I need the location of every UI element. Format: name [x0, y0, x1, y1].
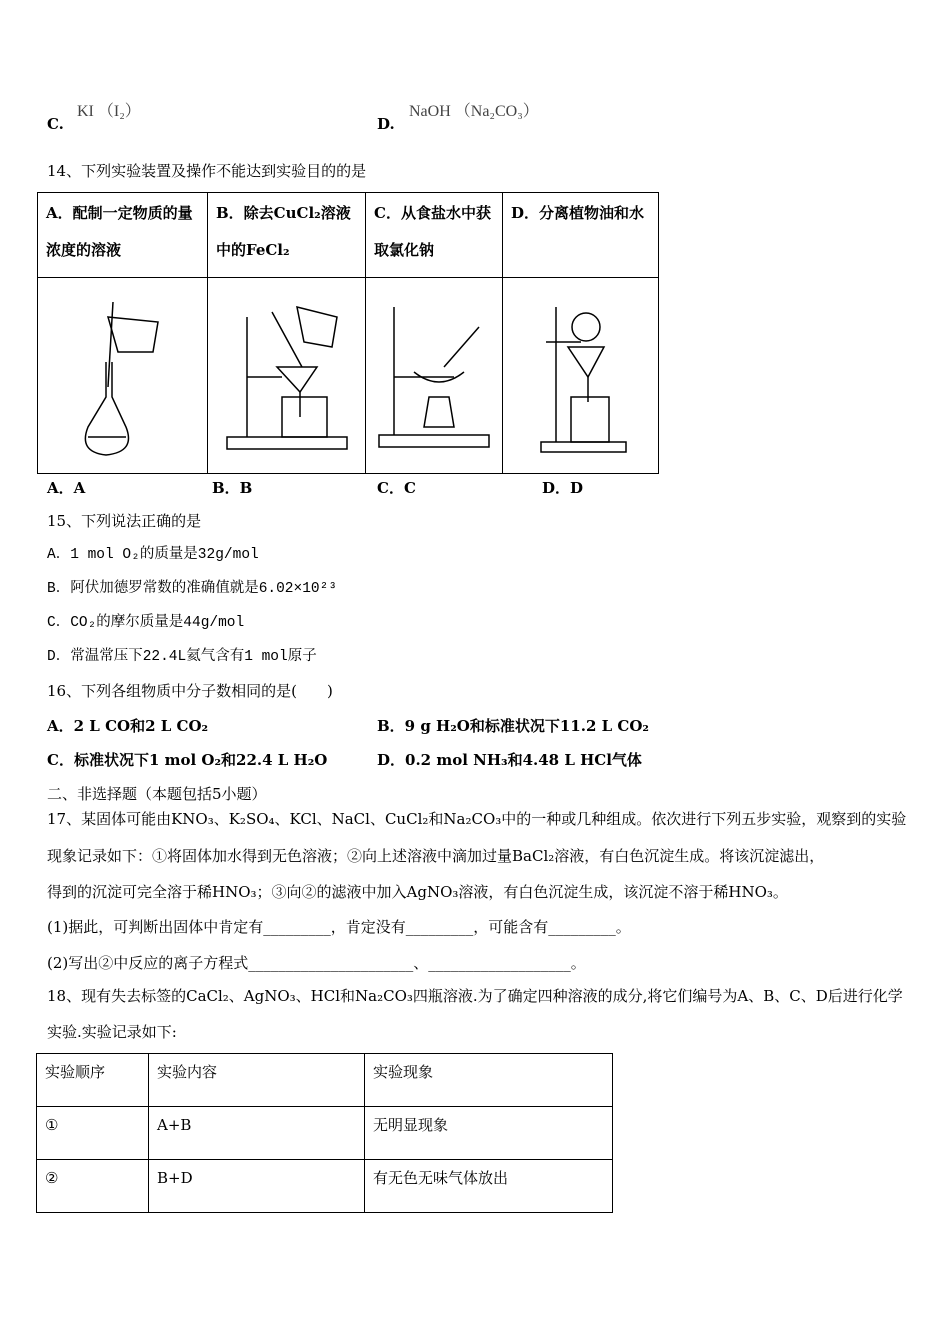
q18-line-2: 实验.实验记录如下: [47, 1023, 177, 1041]
q15-option-d: D．常温常压下22.4L氦气含有1 mol原子 [47, 649, 317, 665]
row-order: ② [37, 1160, 149, 1213]
q14-header-a: A．配制一定物质的量浓度的溶液 [38, 193, 208, 278]
option-c-label: C. [47, 115, 64, 133]
row-content: A+B [149, 1107, 365, 1160]
q16-option-d: D．0.2 mol NH₃和4.48 L HCl气体 [377, 751, 642, 769]
q15-option-a: A．1 mol O₂的质量是32g/mol [47, 547, 259, 563]
q14-answer-a: A．A [47, 479, 86, 497]
q18-header-order: 实验顺序 [37, 1054, 149, 1107]
q16-option-a: A．2 L CO和2 L CO₂ [47, 717, 209, 735]
q15-option-c: C．CO₂的摩尔质量是44g/mol [47, 615, 245, 631]
q17-line-1: 17、某固体可能由KNO₃、K₂SO₄、KCl、NaCl、CuCl₂和Na₂CO₃中的一种或几种组成。依次进行下列五步实验，观察到的实验 [47, 810, 907, 828]
row-order: ① [37, 1107, 149, 1160]
option-d-text: NaOH （Na₂CO₃） [409, 103, 539, 120]
evaporation-image [366, 278, 503, 474]
q15-option-b: B．阿伏加德罗常数的准确值就是6.02×10²³ [47, 581, 338, 597]
q16-stem: 16、下列各组物质中分子数相同的是( ) [47, 682, 333, 700]
separatory-funnel-image [503, 278, 659, 474]
q16-option-c: C．标准状况下1 mol O₂和22.4 L H₂O [47, 751, 328, 769]
q15-stem: 15、下列说法正确的是 [47, 512, 202, 530]
q14-answer-d: D．D [542, 479, 584, 497]
option-c-text: KI （I₂） [77, 103, 141, 120]
section-heading: 二、非选择题（本题包括5小题） [47, 785, 267, 803]
q18-line-1: 18、现有失去标签的CaCl₂、AgNO₃、HCl和Na₂CO₃四瓶溶液.为了确定四种溶液的成分,将它们编号为A、B、C、D后进行化学 [47, 987, 903, 1005]
q17-sub-2: (2)写出②中反应的离子方程式______________________、___________________。 [47, 954, 586, 972]
q17-sub-1: (1)据此，可判断出固体中肯定有_________，肯定没有_________，可能含有_________。 [47, 918, 631, 936]
q18-table [36, 1053, 613, 1213]
table-row [37, 1160, 613, 1213]
q14-header-c: C．从食盐水中获取氯化钠 [366, 193, 503, 278]
q14-answer-b: B．B [212, 479, 253, 497]
q18-header-phenomenon: 实验现象 [365, 1054, 613, 1107]
option-d-label: D. [377, 115, 395, 133]
q14-table [37, 192, 659, 474]
q14-header-b: B．除去CuCl₂溶液中的FeCl₂ [208, 193, 366, 278]
row-phenomenon: 无明显现象 [365, 1107, 613, 1160]
q17-line-2: 现象记录如下：①将固体加水得到无色溶液；②向上述溶液中滴加过量BaCl₂溶液，有白色沉淀生成。将该沉淀滤出， [47, 847, 825, 865]
row-phenomenon: 有无色无味气体放出 [365, 1160, 613, 1213]
q18-header-content: 实验内容 [149, 1054, 365, 1107]
q14-header-d: D．分离植物油和水 [503, 193, 659, 278]
table-row [37, 1107, 613, 1160]
row-content: B+D [149, 1160, 365, 1213]
filtration-image [208, 278, 366, 474]
q16-option-b: B．9 g H₂O和标准状况下11.2 L CO₂ [377, 717, 649, 735]
q17-line-3: 得到的沉淀可完全溶于稀HNO₃；③向②的滤液中加入AgNO₃溶液，有白色沉淀生成，该沉淀不溶于稀HNO₃。 [47, 883, 788, 901]
volumetric-flask-image [38, 278, 208, 474]
q14-stem: 14、下列实验装置及操作不能达到实验目的的是 [47, 162, 367, 180]
q14-answer-c: C．C [377, 479, 416, 497]
